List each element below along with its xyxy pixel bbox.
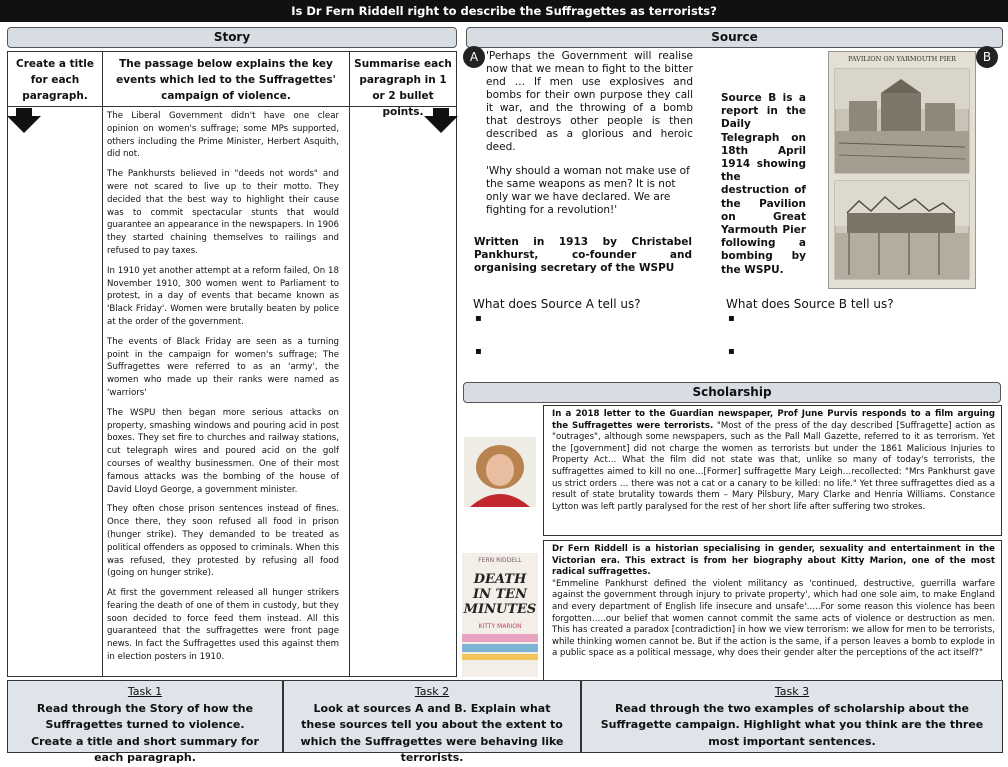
story-paragraph: The Pankhursts believed in "deeds not words" and were not scared to live up to their motto. They decided that the best way to highlight their cause was to commit spectacular stunts that would guarantee an appearance in the newspapers. In 1906 they started chaining themselves to railings and refused to pay taxes.	[107, 169, 339, 256]
task-2-box	[283, 680, 581, 764]
book-cover-image	[462, 553, 538, 677]
task-2-body: Look at sources A and B. Explain what these sources tell you about the extent to which the Suffragettes were behaving like terrorists.	[300, 701, 564, 764]
story-col-left-heading: Create a title for each paragraph.	[16, 58, 94, 102]
purvis-quote: "Most of the press of the day described [Suffragette] action as "outrages", although some newspapers, such as the Pall Mall Gazette, referred to it as terrorism. Yet the [government] did not charge the women as terrorists but under the 1861 Malicious Injuries to Property Act… What the film did not state was that, unlike so many of today's terrorists, the suffragettes aimed to kill no one…[Former] suffragette Mary Leigh…recollected: "Mrs Pankhurst gave us strict orders … there was not a cat or a canary to be killed: no life." Yet three suffragettes died as a result of state brutality towards them – Mary Pilsbury, Mary Clarke and Henria Williams. Constance Lytton was left partly paralysed for the rest of her short life after suffering two strokes.	[552, 420, 995, 512]
purvis-intro: In a 2018 letter to the Guardian newspaper, Prof June Purvis responds to a film arguing the Suffragettes were terrorists.	[552, 409, 995, 431]
book-title-line: DEATH	[473, 572, 527, 587]
newspaper-header: PAVILION ON YARMOUTH PIER	[848, 55, 956, 63]
story-paragraph: The WSPU then began more serious attacks on property, smashing windows and pouring acid in post boxes. They set fire to churches and railway stations, cut telegraph wires and poured acid on the golf courses of wealthy businessmen. One of their most famous attacks was the bombing of the house of David Lloyd George, a government minister.	[107, 407, 339, 495]
source-b-bullet[interactable]: ▪	[728, 313, 735, 324]
task-3-body: Read through the two examples of scholarship about the Suffragette campaign. Highlight what you think are the three most important sentences.	[600, 701, 984, 748]
story-title-column[interactable]	[7, 51, 103, 677]
story-passage	[107, 110, 339, 675]
riddell-intro: Dr Fern Riddell is a historian specialising in gender, sexuality and entertainment in the Victorian era. This extract is from her biography about Kitty Marion, one of the most radical suffragettes.	[552, 544, 995, 578]
down-arrow-icon	[7, 108, 41, 133]
book-title-line: MINUTES	[463, 602, 537, 617]
task-3-title: Task 3	[774, 685, 810, 698]
task-1-box	[7, 680, 283, 764]
portrait-icon	[464, 437, 536, 507]
book-subtitle: KITTY MARION	[478, 623, 522, 630]
task-2-title: Task 2	[414, 685, 450, 698]
book-author: FERN RIDDELL	[478, 557, 522, 564]
story-paragraph: They often chose prison sentences instead of fines. Once there, they soon refused all food in prison (hunger strike). They demanded to be treated as political offenders as opposed to criminals. When this was refused, they protested by refusing all food (going on hunger strike).	[107, 504, 339, 579]
source-b-bullet[interactable]: ▪	[728, 346, 735, 357]
task-1-title: Task 1	[127, 685, 163, 698]
source-a-quote-1: 'Perhaps the Government will realise now that we mean to fight to the bitter end … If men use explosives and bombs for their own purpose they call it war, and the throwing of a bomb that destroys other people is then described as a glorious and heroic deed.	[486, 50, 693, 153]
june-purvis-photo	[464, 437, 536, 507]
source-a-bullet[interactable]: ▪	[475, 313, 482, 324]
story-paragraph: The Liberal Government didn't have one clear opinion on women's suffrage; some MPs supported, others including the Prime Minister, Herbert Asquith, did not.	[107, 111, 339, 160]
story-header: Story	[7, 27, 457, 48]
source-a-bullet[interactable]: ▪	[475, 346, 482, 357]
story-paragraph: The events of Black Friday are seen as a turning point in the campaign for women's suffrage; The Suffragettes were referred to as an 'army', the women who made up their ranks were named as 'warriors'	[107, 336, 339, 398]
story-col-mid-heading: The passage below explains the key events which led to the Suffragettes' campaign of violence.	[116, 58, 336, 102]
book-title-line: IN TEN	[473, 587, 527, 602]
riddell-quote-box	[543, 540, 1002, 684]
source-b-caption: Source B is a report in the Daily Telegraph on 18th April 1914 showing the destruction of the Pavilion on Great Yarmouth Pier following a bombing by the WSPU.	[721, 92, 806, 276]
source-a-badge: A	[463, 46, 485, 68]
task-1-body: Read through the Story of how the Suffragettes turned to violence. Create a title and short summary for each paragraph.	[31, 701, 259, 764]
page-title: Is Dr Fern Riddell right to describe the Suffragettes as terrorists?	[0, 0, 1008, 22]
pier-photos-icon	[829, 63, 975, 285]
story-paragraph: At first the government released all hunger strikers fearing the death of one of them in custody, but they soon decided to force feed them instead. All this guaranteed that the suffragettes were front page news. In fact the Suffragettes used this against them in election posters in 1910.	[107, 588, 339, 663]
story-col-right-heading: Summarise each paragraph in 1 or 2 bullet points.	[354, 58, 452, 118]
scholarship-header: Scholarship	[463, 382, 1001, 403]
story-summary-column[interactable]	[349, 51, 457, 677]
source-b-question: What does Source B tell us?	[726, 297, 894, 311]
source-a-quote-2: 'Why should a woman not make use of the same weapons as men? It is not only war we have declared. We are fighting for a revolution!'	[486, 165, 690, 216]
source-b-badge: B	[976, 46, 998, 68]
down-arrow-icon	[424, 108, 458, 133]
riddell-quote: "Emmeline Pankhurst defined the violent militancy as 'continued, destructive, guerrilla warfare against the government through injury to private property', which had one sole aim, to make England and every department of English life insecure and unsafe'…..For some reason this violence has been forgotten…..our belief that women cannot commit the same acts of violence or destruction as men. This has created a paradox [contradiction] in how we view terrorism: we allow for men to be terrorists, while thinking women cannot be. But if the action is the same, if a person leaves a bomb to explode in a public space as a political message, why does their gender alter the perceptions of the act itself?"	[552, 578, 995, 659]
source-b-newspaper-image	[828, 51, 976, 289]
task-3-box	[581, 680, 1003, 753]
source-a-attribution: Written in 1913 by Christabel Pankhurst, co-founder and organising secretary of the WSPU	[474, 236, 692, 274]
purvis-quote-box	[543, 405, 1002, 536]
source-header: Source	[466, 27, 1003, 48]
book-cover-art-icon	[462, 630, 538, 660]
source-a-question: What does Source A tell us?	[473, 297, 641, 311]
story-paragraph: In 1910 yet another attempt at a reform failed, On 18 November 1910, 300 women went to Parliament to protest, in a day of events that became known as 'Black Friday'. Women were brutally beaten by police at the order of the government.	[107, 265, 339, 327]
